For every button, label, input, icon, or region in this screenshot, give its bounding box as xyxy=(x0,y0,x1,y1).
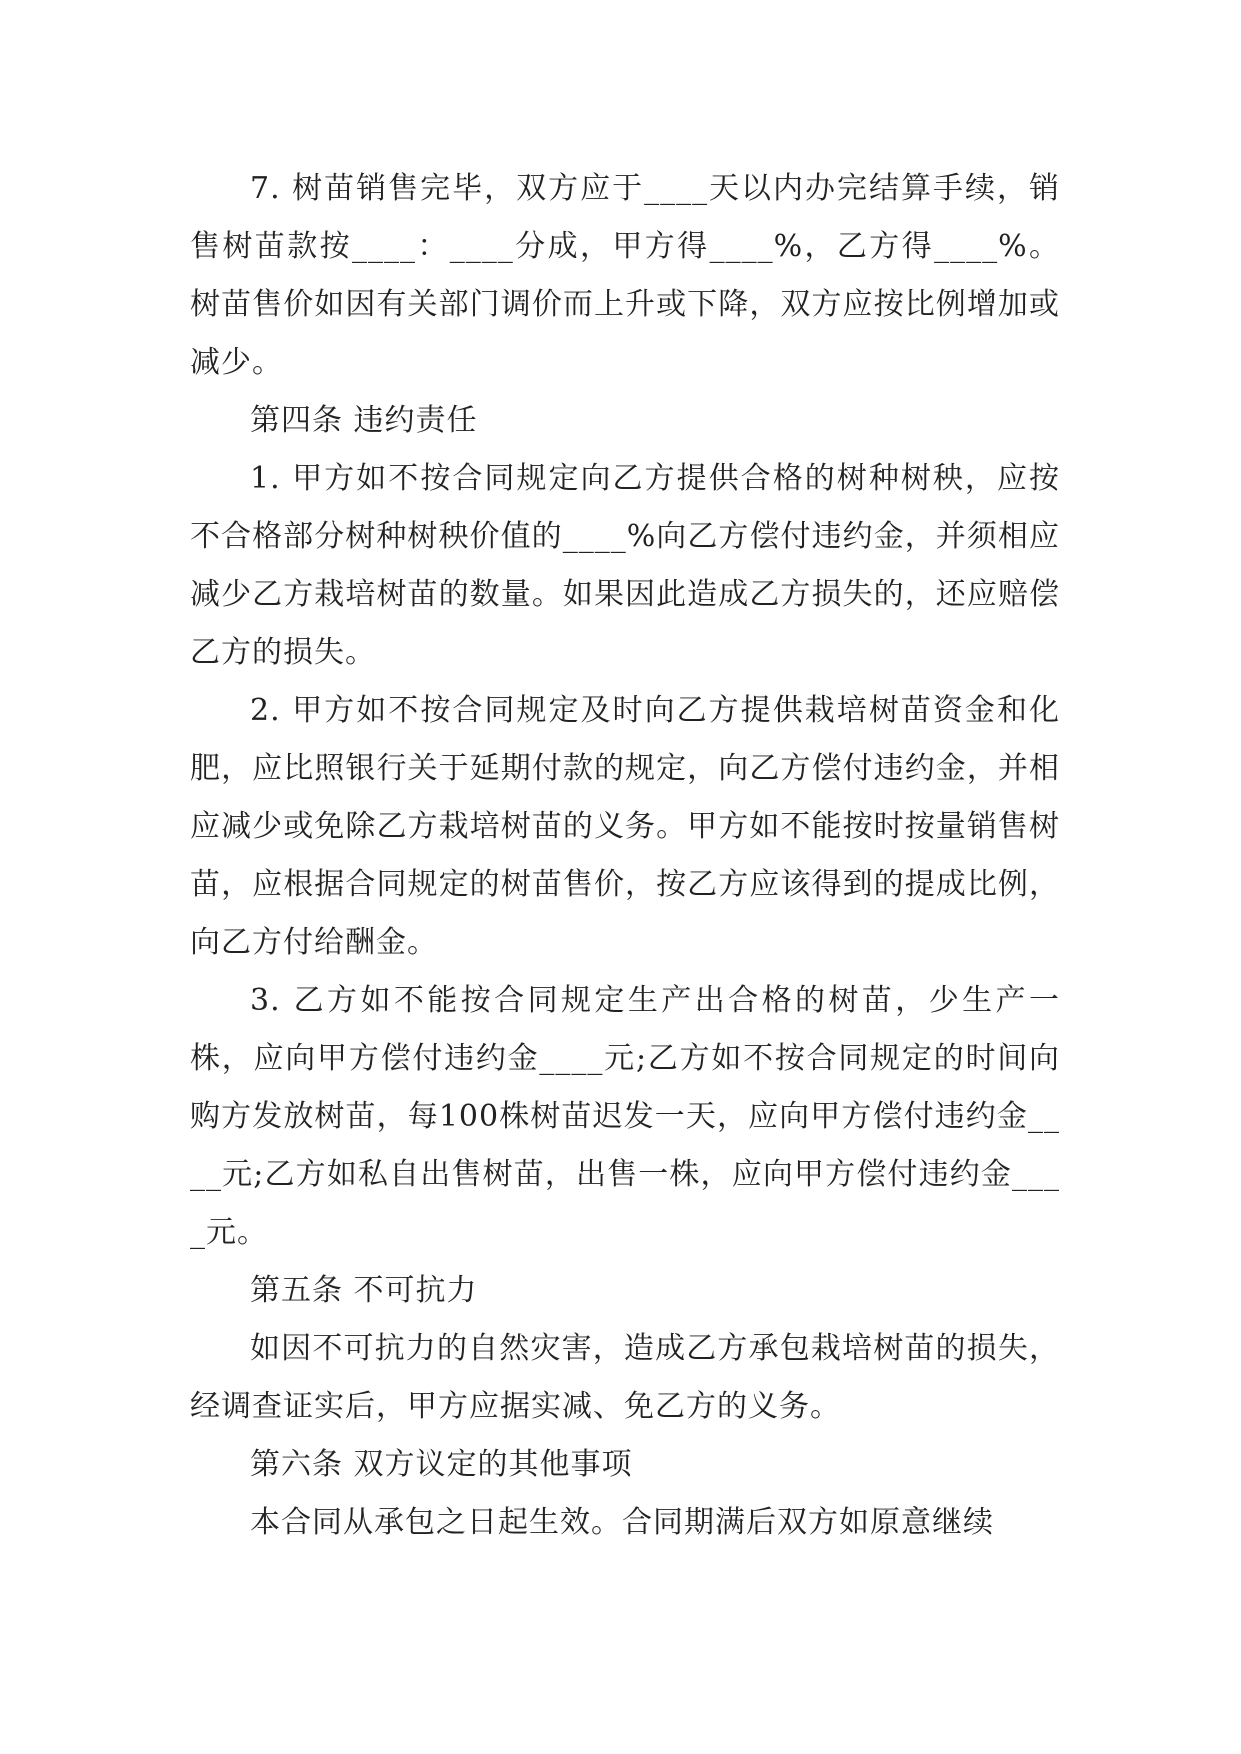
article-4-item-3: 3. 乙方如不能按合同规定生产出合格的树苗，少生产一株，应向甲方偿付违约金____元;乙方如不按合同规定的时间向购方发放树苗，每100株树苗迟发一天，应向甲方偿付违约金____元;乙方如私自出售树苗，出售一株，应向甲方偿付违约金____元。 xyxy=(190,983,1060,1250)
document-page xyxy=(190,160,1060,1552)
article-6-heading: 第六条 双方议定的其他事项 xyxy=(250,1447,633,1482)
article-5-heading: 第五条 不可抗力 xyxy=(250,1273,478,1308)
article-4-item-1: 1. 甲方如不按合同规定向乙方提供合格的树种树秧，应按不合格部分树种树秧价值的____%向乙方偿付违约金，并须相应减少乙方栽培树苗的数量。如果因此造成乙方损失的，还应赔偿乙方的损失。 xyxy=(190,461,1060,670)
article-6-body: 本合同从承包之日起生效。合同期满后双方如原意继续 xyxy=(250,1505,994,1540)
article-4-heading: 第四条 违约责任 xyxy=(250,403,478,438)
article-4-item-2: 2. 甲方如不按合同规定及时向乙方提供栽培树苗资金和化肥，应比照银行关于延期付款的规定，向乙方偿付违约金，并相应减少或免除乙方栽培树苗的义务。甲方如不能按时按量销售树苗，应根据合同规定的树苗售价，按乙方应该得到的提成比例，向乙方付给酬金。 xyxy=(190,693,1060,960)
article-5-body: 如因不可抗力的自然灾害，造成乙方承包栽培树苗的损失，经调查证实后，甲方应据实减、免乙方的义务。 xyxy=(190,1331,1060,1424)
clause-3-item-7: 7. 树苗销售完毕，双方应于____天以内办完结算手续，销售树苗款按____：____分成，甲方得____%，乙方得____%。树苗售价如因有关部门调价而上升或下降，双方应按比例增加或减少。 xyxy=(190,171,1060,380)
